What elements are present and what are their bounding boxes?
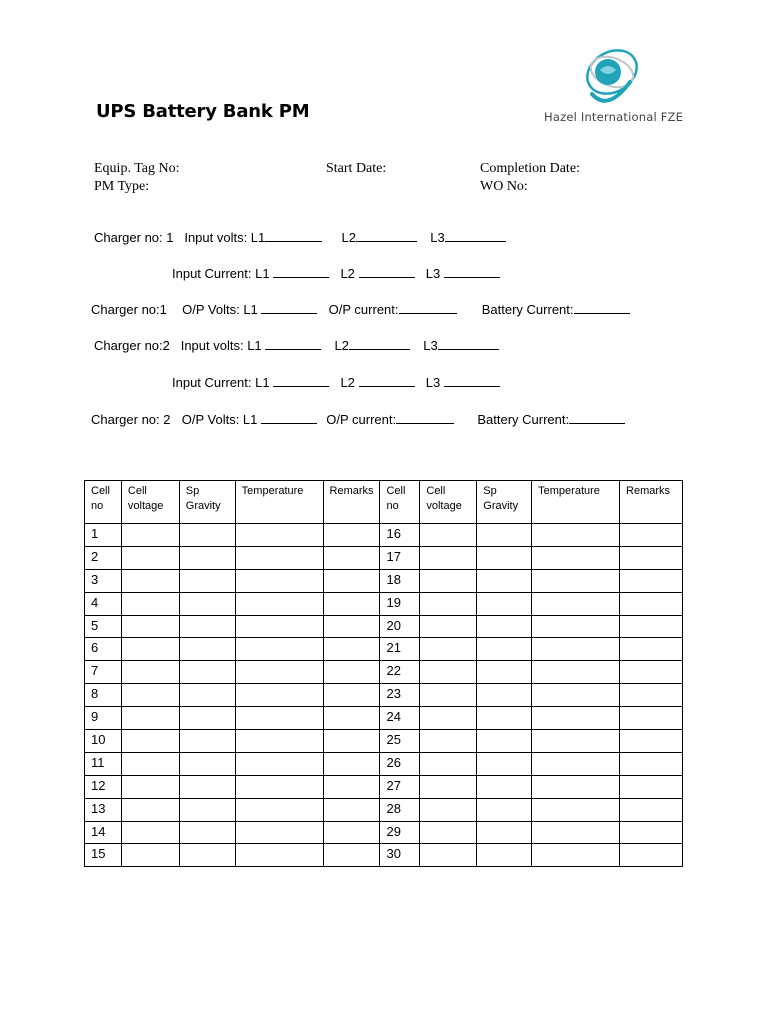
table-cell-entry[interactable] bbox=[235, 569, 323, 592]
table-cell-entry[interactable] bbox=[235, 592, 323, 615]
table-row bbox=[85, 821, 683, 844]
table-cell-entry[interactable] bbox=[121, 661, 179, 684]
charger2-current-l3-label: L3 bbox=[425, 375, 441, 390]
cell-readings-table bbox=[84, 480, 683, 867]
table-row bbox=[85, 615, 683, 638]
table-cell-entry[interactable] bbox=[179, 730, 235, 753]
company-logo bbox=[578, 42, 642, 110]
table-cell-entry[interactable] bbox=[620, 661, 683, 684]
table-cell-entry[interactable] bbox=[420, 661, 477, 684]
table-cell-entry[interactable] bbox=[620, 844, 683, 867]
table-cell-entry[interactable] bbox=[532, 638, 620, 661]
table-cell-entry[interactable] bbox=[477, 569, 532, 592]
charger2-volts-l1-field[interactable] bbox=[265, 337, 321, 350]
cell-number: 3 bbox=[85, 569, 122, 592]
table-cell-entry[interactable] bbox=[235, 821, 323, 844]
table-cell-entry[interactable] bbox=[323, 798, 380, 821]
charger1-op-current-label: O/P current: bbox=[328, 302, 399, 317]
column-header bbox=[179, 481, 235, 524]
table-cell-entry[interactable] bbox=[323, 661, 380, 684]
cell-number: 13 bbox=[85, 798, 122, 821]
table-row bbox=[85, 798, 683, 821]
column-header-text: Cell bbox=[386, 485, 406, 497]
table-cell-entry[interactable] bbox=[620, 546, 683, 569]
table-cell-entry[interactable] bbox=[179, 661, 235, 684]
table-cell-entry[interactable] bbox=[179, 615, 235, 638]
start-date-label: Start Date: bbox=[326, 161, 387, 176]
cell-number: 1 bbox=[85, 524, 122, 547]
table-cell-entry[interactable] bbox=[179, 707, 235, 730]
cell-number: 6 bbox=[85, 638, 122, 661]
table-cell-entry[interactable] bbox=[235, 775, 323, 798]
table-cell-entry[interactable] bbox=[532, 684, 620, 707]
table-cell-entry[interactable] bbox=[420, 546, 477, 569]
charger2-current-l3-field[interactable] bbox=[444, 374, 500, 387]
table-cell-entry[interactable] bbox=[532, 798, 620, 821]
charger1-volts-l3-label: L3 bbox=[430, 230, 445, 245]
column-header bbox=[620, 481, 683, 524]
wo-no-label: WO No: bbox=[480, 179, 528, 194]
charger1-output-label: Charger no:1 bbox=[91, 302, 167, 317]
table-cell-entry[interactable] bbox=[620, 592, 683, 615]
cell-number: 16 bbox=[380, 524, 420, 547]
charger1-current-l3-field[interactable] bbox=[444, 265, 500, 278]
table-cell-entry[interactable] bbox=[420, 615, 477, 638]
table-cell-entry[interactable] bbox=[532, 524, 620, 547]
charger1-battery-current-label: Battery Current: bbox=[481, 302, 574, 317]
charger1-volts-l2-field[interactable] bbox=[356, 229, 417, 242]
table-row bbox=[85, 684, 683, 707]
table-row bbox=[85, 661, 683, 684]
table-cell-entry[interactable] bbox=[121, 524, 179, 547]
column-header-text: Cell bbox=[91, 485, 110, 497]
cell-number: 27 bbox=[380, 775, 420, 798]
table-cell-entry[interactable] bbox=[620, 821, 683, 844]
table-cell-entry[interactable] bbox=[235, 524, 323, 547]
column-header bbox=[477, 481, 532, 524]
charger2-volts-l2-field[interactable] bbox=[349, 337, 410, 350]
table-row bbox=[85, 546, 683, 569]
charger1-current-l2-label: L2 bbox=[340, 266, 355, 281]
column-header-text: no bbox=[386, 500, 399, 512]
pm-type-label: PM Type: bbox=[94, 179, 150, 194]
cell-number: 10 bbox=[85, 730, 122, 753]
charger2-current-l1-field[interactable] bbox=[273, 374, 329, 387]
column-header bbox=[121, 481, 179, 524]
charger2-op-current-label: O/P current: bbox=[326, 412, 397, 427]
table-row bbox=[85, 730, 683, 753]
table-cell-entry[interactable] bbox=[179, 592, 235, 615]
table-cell-entry[interactable] bbox=[420, 592, 477, 615]
table-cell-entry[interactable] bbox=[620, 798, 683, 821]
table-cell-entry[interactable] bbox=[620, 684, 683, 707]
charger1-current-l3-label: L3 bbox=[425, 266, 441, 281]
table-cell-entry[interactable] bbox=[477, 775, 532, 798]
table-cell-entry[interactable] bbox=[121, 546, 179, 569]
table-cell-entry[interactable] bbox=[532, 775, 620, 798]
cell-number: 2 bbox=[85, 546, 122, 569]
table-cell-entry[interactable] bbox=[121, 730, 179, 753]
table-cell-entry[interactable] bbox=[477, 638, 532, 661]
cell-number: 11 bbox=[85, 752, 122, 775]
column-header-text: Remarks bbox=[626, 485, 671, 497]
table-cell-entry[interactable] bbox=[420, 798, 477, 821]
column-header bbox=[323, 481, 380, 524]
charger1-volts-l2-label: L2 bbox=[341, 230, 356, 245]
table-cell-entry[interactable] bbox=[477, 821, 532, 844]
charger1-op-current-field[interactable] bbox=[399, 301, 457, 314]
charger2-volts-l3-label: L3 bbox=[423, 338, 438, 353]
table-cell-entry[interactable] bbox=[420, 524, 477, 547]
cell-number: 14 bbox=[85, 821, 122, 844]
table-cell-entry[interactable] bbox=[477, 684, 532, 707]
column-header bbox=[420, 481, 477, 524]
table-cell-entry[interactable] bbox=[532, 546, 620, 569]
table-row bbox=[85, 707, 683, 730]
column-header-text: Sp bbox=[483, 485, 497, 497]
cell-number: 23 bbox=[380, 684, 420, 707]
table-cell-entry[interactable] bbox=[323, 844, 380, 867]
table-cell-entry[interactable] bbox=[121, 798, 179, 821]
table-cell-entry[interactable] bbox=[235, 615, 323, 638]
cell-number: 18 bbox=[380, 569, 420, 592]
charger1-current-l2-field[interactable] bbox=[359, 265, 415, 278]
table-cell-entry[interactable] bbox=[179, 638, 235, 661]
cell-number: 4 bbox=[85, 592, 122, 615]
charger2-op-volts-label: O/P Volts: L1 bbox=[181, 412, 258, 427]
cell-number: 5 bbox=[85, 615, 122, 638]
cell-number: 7 bbox=[85, 661, 122, 684]
table-cell-entry[interactable] bbox=[532, 707, 620, 730]
table-cell-entry[interactable] bbox=[620, 752, 683, 775]
table-cell-entry[interactable] bbox=[121, 684, 179, 707]
company-name: Hazel International FZE bbox=[544, 110, 684, 124]
cell-number: 30 bbox=[380, 844, 420, 867]
column-header bbox=[235, 481, 323, 524]
charger1-volts-l3-field[interactable] bbox=[445, 229, 506, 242]
column-header-text: no bbox=[91, 500, 104, 512]
table-cell-entry[interactable] bbox=[121, 844, 179, 867]
table-cell-entry[interactable] bbox=[235, 844, 323, 867]
column-header bbox=[532, 481, 620, 524]
table-cell-entry[interactable] bbox=[420, 775, 477, 798]
cell-number: 19 bbox=[380, 592, 420, 615]
table-cell-entry[interactable] bbox=[121, 638, 179, 661]
column-header-text: Cell bbox=[426, 485, 446, 497]
column-header-text: Temperature bbox=[538, 485, 600, 497]
table-body bbox=[85, 524, 683, 867]
table-cell-entry[interactable] bbox=[235, 730, 323, 753]
charger1-input-volts-row bbox=[94, 229, 506, 245]
table-cell-entry[interactable] bbox=[235, 707, 323, 730]
table-cell-entry[interactable] bbox=[323, 730, 380, 753]
charger2-battery-current-field[interactable] bbox=[569, 411, 625, 424]
column-header-text: Cell bbox=[127, 485, 147, 497]
table-cell-entry[interactable] bbox=[420, 752, 477, 775]
charger1-op-volts-label: O/P Volts: L1 bbox=[182, 302, 258, 317]
table-cell-entry[interactable] bbox=[121, 752, 179, 775]
table-cell-entry[interactable] bbox=[477, 707, 532, 730]
table-cell-entry[interactable] bbox=[179, 752, 235, 775]
equip-tag-label: Equip. Tag No: bbox=[94, 161, 180, 176]
charger2-current-l2-field[interactable] bbox=[359, 374, 415, 387]
column-header-text: Gravity bbox=[483, 500, 519, 512]
charger2-input-volts-label: Charger no:2 Input volts: L1 bbox=[94, 338, 262, 353]
table-cell-entry[interactable] bbox=[179, 844, 235, 867]
charger2-input-current-row bbox=[172, 374, 500, 390]
table-cell-entry[interactable] bbox=[323, 524, 380, 547]
table-cell-entry[interactable] bbox=[420, 707, 477, 730]
charger2-volts-l2-label: L2 bbox=[334, 338, 349, 353]
column-header-text: voltage bbox=[127, 500, 164, 512]
table-cell-entry[interactable] bbox=[121, 821, 179, 844]
charger2-input-current-label: Input Current: L1 bbox=[172, 375, 270, 390]
table-cell-entry[interactable] bbox=[532, 592, 620, 615]
table-cell-entry[interactable] bbox=[620, 569, 683, 592]
table-cell-entry[interactable] bbox=[121, 615, 179, 638]
table-cell-entry[interactable] bbox=[323, 546, 380, 569]
table-cell-entry[interactable] bbox=[420, 730, 477, 753]
table-cell-entry[interactable] bbox=[620, 638, 683, 661]
table-cell-entry[interactable] bbox=[179, 775, 235, 798]
table-row bbox=[85, 844, 683, 867]
table-cell-entry[interactable] bbox=[179, 798, 235, 821]
table-header-row bbox=[85, 481, 683, 524]
table-cell-entry[interactable] bbox=[323, 752, 380, 775]
table-cell-entry[interactable] bbox=[532, 569, 620, 592]
table-cell-entry[interactable] bbox=[420, 684, 477, 707]
table-cell-entry[interactable] bbox=[620, 775, 683, 798]
charger1-output-row bbox=[91, 301, 630, 317]
cell-number: 17 bbox=[380, 546, 420, 569]
column-header-text: Gravity bbox=[185, 500, 221, 512]
completion-date-label: Completion Date: bbox=[480, 161, 580, 176]
cell-number: 26 bbox=[380, 752, 420, 775]
cell-number: 29 bbox=[380, 821, 420, 844]
table-cell-entry[interactable] bbox=[179, 546, 235, 569]
table-cell-entry[interactable] bbox=[477, 844, 532, 867]
cell-number: 15 bbox=[85, 844, 122, 867]
table-cell-entry[interactable] bbox=[323, 615, 380, 638]
column-header-text: Temperature bbox=[241, 485, 304, 497]
charger2-input-volts-row bbox=[94, 337, 499, 353]
table-row bbox=[85, 592, 683, 615]
charger1-input-current-label: Input Current: L1 bbox=[172, 266, 270, 281]
table-cell-entry[interactable] bbox=[179, 524, 235, 547]
table-cell-entry[interactable] bbox=[477, 615, 532, 638]
table-cell-entry[interactable] bbox=[620, 524, 683, 547]
page-title: UPS Battery Bank PM bbox=[96, 101, 310, 122]
column-header bbox=[380, 481, 420, 524]
column-header-text: voltage bbox=[426, 500, 462, 512]
table-cell-entry[interactable] bbox=[323, 684, 380, 707]
charger2-current-l2-label: L2 bbox=[340, 375, 355, 390]
table-cell-entry[interactable] bbox=[532, 821, 620, 844]
column-header-text: Sp bbox=[185, 485, 200, 497]
table-cell-entry[interactable] bbox=[420, 844, 477, 867]
table-cell-entry[interactable] bbox=[179, 569, 235, 592]
charger1-input-volts-label: Charger no: 1 Input volts: L1 bbox=[94, 230, 266, 245]
table-cell-entry[interactable] bbox=[235, 661, 323, 684]
charger1-current-l1-field[interactable] bbox=[273, 265, 329, 278]
table-cell-entry[interactable] bbox=[477, 798, 532, 821]
table-cell-entry[interactable] bbox=[323, 592, 380, 615]
column-header-text: Remarks bbox=[329, 485, 374, 497]
table-cell-entry[interactable] bbox=[323, 638, 380, 661]
table-cell-entry[interactable] bbox=[532, 615, 620, 638]
table-cell-entry[interactable] bbox=[477, 546, 532, 569]
cell-number: 21 bbox=[380, 638, 420, 661]
cell-number: 25 bbox=[380, 730, 420, 753]
table-cell-entry[interactable] bbox=[620, 730, 683, 753]
table-cell-entry[interactable] bbox=[477, 730, 532, 753]
table-cell-entry[interactable] bbox=[532, 844, 620, 867]
cell-number: 9 bbox=[85, 707, 122, 730]
cell-number: 22 bbox=[380, 661, 420, 684]
table-cell-entry[interactable] bbox=[477, 524, 532, 547]
table-cell-entry[interactable] bbox=[121, 592, 179, 615]
table-cell-entry[interactable] bbox=[179, 821, 235, 844]
table-cell-entry[interactable] bbox=[532, 661, 620, 684]
table-cell-entry[interactable] bbox=[235, 798, 323, 821]
table-cell-entry[interactable] bbox=[477, 592, 532, 615]
charger2-battery-current-label: Battery Current: bbox=[477, 412, 570, 427]
cell-number: 8 bbox=[85, 684, 122, 707]
table-cell-entry[interactable] bbox=[420, 821, 477, 844]
table-cell-entry[interactable] bbox=[235, 638, 323, 661]
charger1-op-volts-field[interactable] bbox=[261, 301, 317, 314]
table-row bbox=[85, 524, 683, 547]
table-cell-entry[interactable] bbox=[477, 752, 532, 775]
table-cell-entry[interactable] bbox=[323, 775, 380, 798]
column-header bbox=[85, 481, 122, 524]
table-cell-entry[interactable] bbox=[235, 752, 323, 775]
table-cell-entry[interactable] bbox=[121, 707, 179, 730]
table-cell-entry[interactable] bbox=[477, 661, 532, 684]
cell-number: 28 bbox=[380, 798, 420, 821]
table-cell-entry[interactable] bbox=[235, 546, 323, 569]
table-cell-entry[interactable] bbox=[323, 821, 380, 844]
table-cell-entry[interactable] bbox=[620, 615, 683, 638]
table-cell-entry[interactable] bbox=[179, 684, 235, 707]
table-cell-entry[interactable] bbox=[420, 569, 477, 592]
charger2-op-current-field[interactable] bbox=[396, 411, 454, 424]
charger1-battery-current-field[interactable] bbox=[574, 301, 630, 314]
table-cell-entry[interactable] bbox=[235, 684, 323, 707]
cell-number: 20 bbox=[380, 615, 420, 638]
table-cell-entry[interactable] bbox=[532, 752, 620, 775]
table-cell-entry[interactable] bbox=[121, 569, 179, 592]
table-cell-entry[interactable] bbox=[620, 707, 683, 730]
table-row bbox=[85, 638, 683, 661]
table-row bbox=[85, 775, 683, 798]
table-row bbox=[85, 752, 683, 775]
cell-number: 24 bbox=[380, 707, 420, 730]
charger2-output-row bbox=[91, 411, 625, 427]
charger2-op-volts-field[interactable] bbox=[261, 411, 317, 424]
table-cell-entry[interactable] bbox=[121, 775, 179, 798]
charger1-volts-l1-field[interactable] bbox=[265, 229, 322, 242]
charger2-output-label: Charger no: 2 bbox=[91, 412, 171, 427]
table-cell-entry[interactable] bbox=[323, 569, 380, 592]
table-cell-entry[interactable] bbox=[323, 707, 380, 730]
table-row bbox=[85, 569, 683, 592]
charger2-volts-l3-field[interactable] bbox=[438, 337, 499, 350]
cell-number: 12 bbox=[85, 775, 122, 798]
charger1-input-current-row bbox=[172, 265, 500, 281]
table-cell-entry[interactable] bbox=[532, 730, 620, 753]
table-cell-entry[interactable] bbox=[420, 638, 477, 661]
